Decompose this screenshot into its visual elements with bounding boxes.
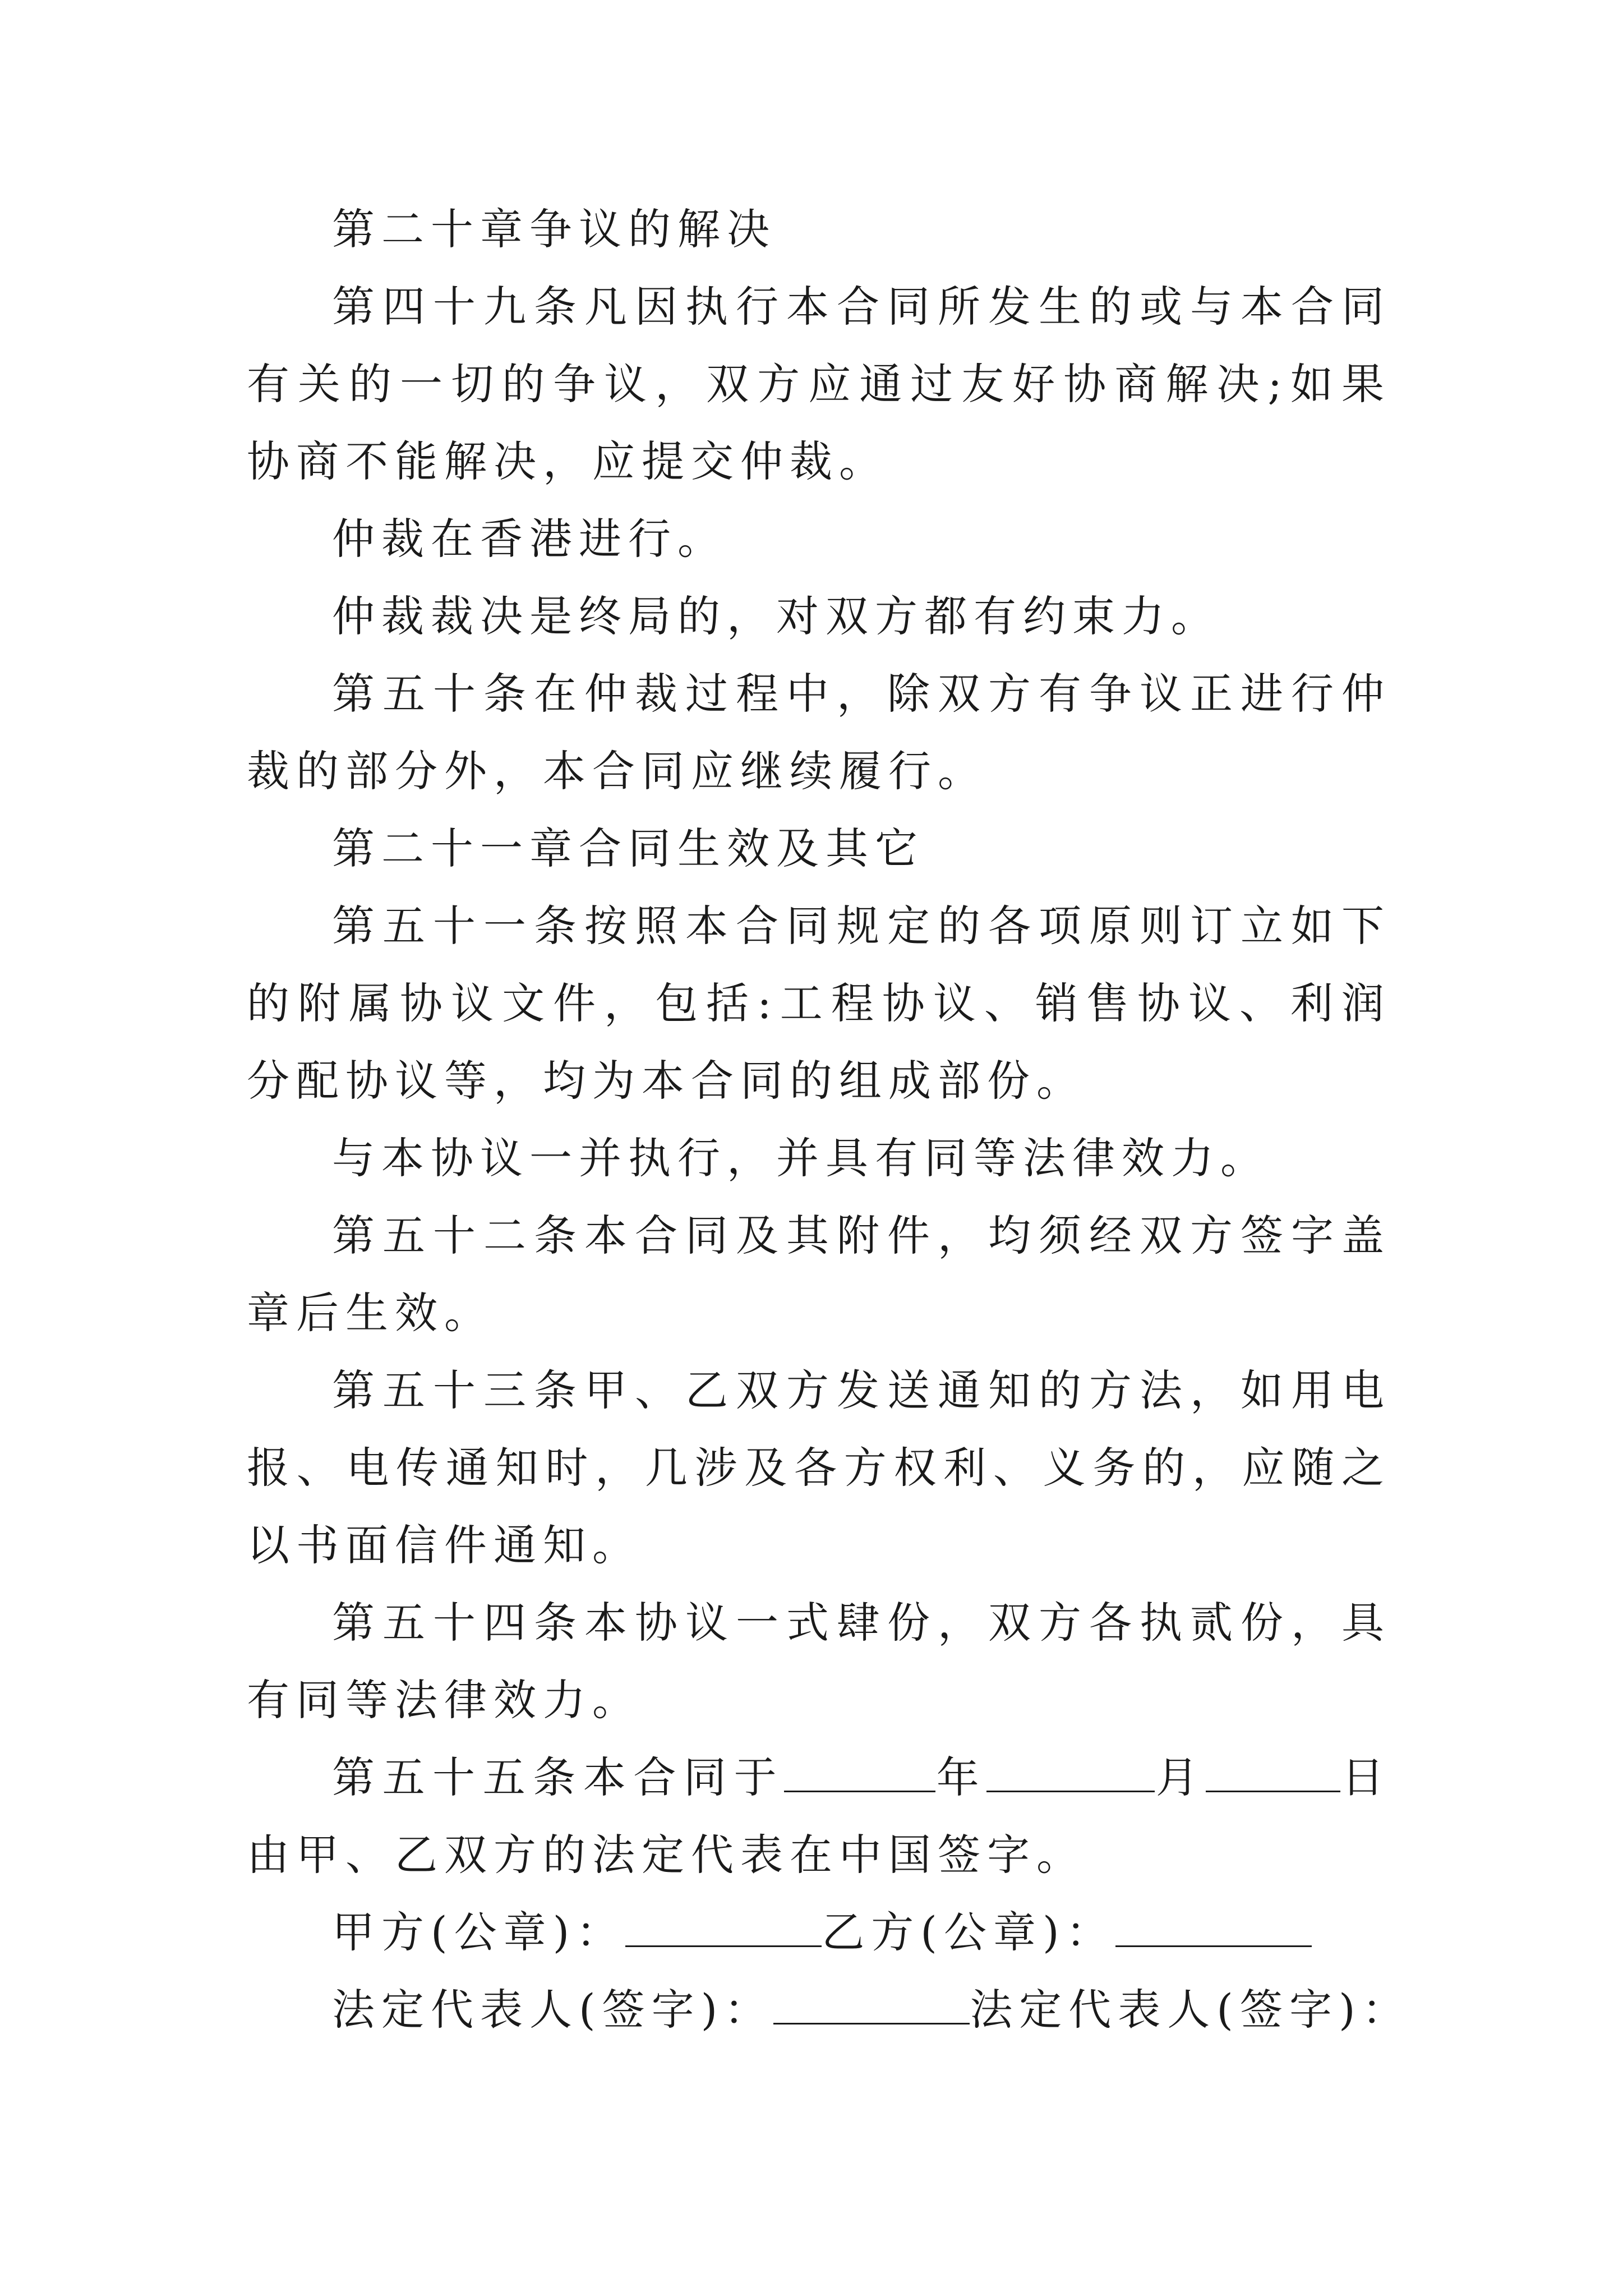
chapter-heading-21: 第二十一章合同生效及其它 bbox=[332, 823, 924, 873]
article-53: 第五十三条甲、乙双方发送通知的方法，如用电报、电传通知时，几涉及各方权利、义务的，应随之以书面信件通知。 bbox=[247, 1365, 1391, 1570]
article-51: 第五十一条按照本合同规定的各项原则订立如下的附属协议文件，包括:工程协议、销售协议、利润分配协议等，均为本合同的组成部份。 bbox=[247, 901, 1391, 1106]
party-a-rep-blank[interactable] bbox=[773, 1988, 970, 2024]
party-a-seal-blank[interactable] bbox=[625, 1911, 822, 1947]
representative-line bbox=[247, 1971, 1412, 2049]
year-blank[interactable] bbox=[784, 1756, 935, 1792]
article-54: 第五十四条本协议一式肆份，双方各执贰份，具有同等法律效力。 bbox=[247, 1598, 1391, 1725]
article-51-effect: 与本协议一并执行，并具有同等法律效力。 bbox=[332, 1133, 1270, 1183]
party-b-seal-blank[interactable] bbox=[1115, 1911, 1312, 1947]
article-55-suffix: 日由甲、乙双方的法定代表在中国签字。 bbox=[247, 1752, 1391, 1880]
party-b-seal-label: 乙方(公章)： bbox=[822, 1907, 1115, 1957]
month-label: 月 bbox=[1155, 1752, 1206, 1802]
article-49: 第四十九条凡因执行本合同所发生的或与本合同有关的一切的争议，双方应通过友好协商解决;如果协商不能解决，应提交仲裁。 bbox=[247, 282, 1391, 486]
article-55 bbox=[247, 1739, 1391, 1894]
party-b-rep-label: 法定代表人(签字)： bbox=[970, 1985, 1412, 2035]
day-blank[interactable] bbox=[1206, 1756, 1340, 1792]
party-a-rep-label: 法定代表人(签字)： bbox=[332, 1985, 774, 2035]
month-blank[interactable] bbox=[986, 1756, 1155, 1792]
arbitration-final: 仲裁裁决是终局的，对双方都有约束力。 bbox=[332, 591, 1220, 641]
party-a-seal-label: 甲方(公章)： bbox=[332, 1907, 626, 1957]
arbitration-location: 仲裁在香港进行。 bbox=[332, 514, 727, 564]
article-52: 第五十二条本合同及其附件，均须经双方签字盖章后生效。 bbox=[247, 1211, 1391, 1338]
seal-line bbox=[247, 1894, 1391, 1971]
article-55-prefix: 第五十五条本合同于 bbox=[332, 1752, 785, 1802]
document-body bbox=[247, 191, 1412, 2049]
year-label: 年 bbox=[935, 1752, 987, 1802]
chapter-heading-20: 第二十章争议的解决 bbox=[332, 204, 776, 254]
article-50: 第五十条在仲裁过程中，除双方有争议正进行仲裁的部分外，本合同应继续履行。 bbox=[247, 669, 1391, 796]
